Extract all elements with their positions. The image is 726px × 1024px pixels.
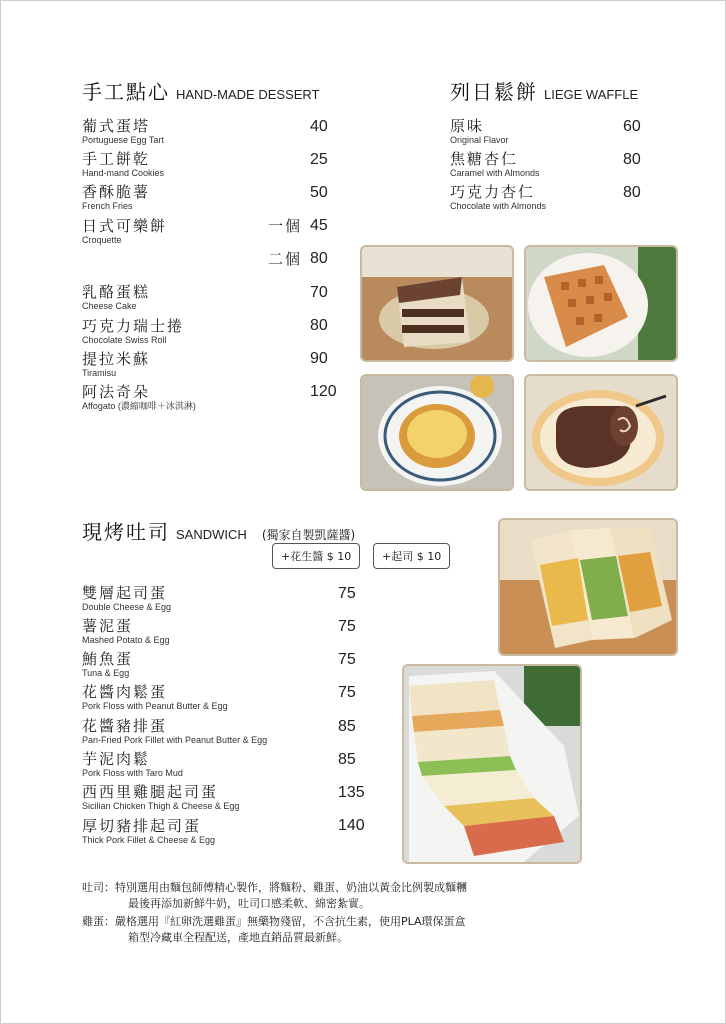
egg-note-label: 雞蛋： [82,915,115,928]
item-price: 135 [338,784,365,801]
sandwich-subtitle: (獨家自製凱薩醬) [261,528,356,542]
egg-note [82,914,642,946]
item-name: 花醬豬排蛋 [82,717,168,735]
item-name: 芋泥肉鬆 [82,750,151,768]
item-english: Original Flavor [450,135,509,145]
item-name: 鮪魚蛋 [82,650,134,668]
addon-peanut-badge: +花生醬 $ 10 [272,543,360,569]
list-item [450,118,509,146]
item-price-two: 80 [310,250,328,267]
egg-tart-photo [360,374,514,491]
list-item [82,318,184,346]
item-english: Croquette [82,235,122,245]
list-item [82,351,150,379]
list-item [450,184,546,212]
toast-note-line2: 最後再添加新鮮牛奶，吐司口感柔軟、綿密紮實。 [128,897,370,910]
item-name: 原味 [450,117,485,135]
item-price: 70 [310,284,328,301]
dessert-title-en: HAND-MADE DESSERT [176,87,320,102]
list-item [82,651,133,679]
toast-note-line1: 特別選用由麵包師傅精心製作，將麵粉、雞蛋、奶油以黃金比例製成麵糰 [115,881,467,894]
addon-cheese-badge: +起司 $ 10 [373,543,450,569]
item-name: 薯泥蛋 [82,617,134,635]
item-english: Sicilian Chicken Thigh & Cheese & Egg [82,801,240,811]
list-item [82,218,167,246]
item-english: Chocolate with Almonds [450,201,547,211]
list-item [82,585,171,613]
item-english: Hand-mand Cookies [82,168,165,178]
item-price: 40 [310,118,328,135]
waffle-photo [524,245,678,362]
item-name: 焦糖杏仁 [450,150,519,168]
toast-note [82,880,642,912]
item-price: 75 [338,618,356,635]
sandwich-title-en: SANDWICH [176,527,247,542]
item-english: Caramel with Almonds [450,168,540,178]
item-english: Tuna & Egg [82,668,130,678]
item-price: 75 [338,684,356,701]
list-item [82,684,228,712]
dessert-heading [82,76,320,105]
item-english: Cheese Cake [82,301,137,311]
item-name: 手工餅乾 [82,150,151,168]
quantity-one: 一個 [268,217,303,235]
item-name: 巧克力杏仁 [450,183,536,201]
egg-note-line1: 嚴格選用『紅卵洗選雞蛋』無藥物殘留，不含抗生素，使用PLA環保蛋盒 [115,915,466,928]
item-price: 80 [623,151,641,168]
item-price: 80 [623,184,641,201]
sandwich-photo-2 [402,664,582,864]
item-price: 120 [310,383,337,400]
list-item [82,384,196,412]
waffle-title-zh: 列日鬆餅 [450,80,538,104]
item-price: 75 [338,585,356,602]
sandwich-photo-1 [498,518,678,656]
list-item [82,618,170,646]
list-item [82,818,215,846]
item-price: 140 [338,817,365,834]
item-price: 75 [338,651,356,668]
list-item [450,151,540,179]
item-name: 乳酪蛋糕 [82,283,151,301]
sandwich-title-zh: 現烤吐司 [82,520,170,544]
list-item [82,184,150,212]
item-english: Affogato (濃縮咖啡＋冰淇淋) [82,401,196,411]
item-english: Portuguese Egg Tart [82,135,164,145]
item-name: 西西里雞腿起司蛋 [82,783,219,801]
list-item [82,151,164,179]
list-item [82,751,183,779]
item-name: 花醬肉鬆蛋 [82,683,168,701]
item-name: 厚切豬排起司蛋 [82,817,202,835]
waffle-title-en: LIEGE WAFFLE [544,87,639,102]
item-price: 45 [310,217,328,234]
item-price: 80 [310,317,328,334]
item-english: Thick Pork Fillet & Cheese & Egg [82,835,216,845]
list-item [82,718,267,746]
egg-note-line2: 箱型冷藏車全程配送，產地直銷品質最新鮮。 [128,931,348,944]
tiramisu-photo [360,245,514,362]
item-name: 阿法奇朵 [82,383,151,401]
item-english: Tiramisu [82,368,117,378]
item-price: 50 [310,184,328,201]
item-english: French Fries [82,201,133,211]
dessert-title-zh: 手工點心 [82,80,170,104]
item-english: Pork Floss with Peanut Butter & Egg [82,701,228,711]
list-item [82,284,150,312]
item-name: 日式可樂餅 [82,217,168,235]
item-english: Pan-Fried Pork Fillet with Peanut Butter & Egg [82,735,268,745]
item-price: 60 [623,118,641,135]
item-english: Pork Floss with Taro Mud [82,768,183,778]
waffle-heading [450,76,638,105]
item-price: 25 [310,151,328,168]
item-name: 香酥脆薯 [82,183,151,201]
item-english: Double Cheese & Egg [82,602,172,612]
item-price: 90 [310,350,328,367]
item-english: Mashed Potato & Egg [82,635,170,645]
item-name: 巧克力瑞士捲 [82,317,185,335]
item-english: Chocolate Swiss Roll [82,335,167,345]
list-item [82,784,239,812]
item-name: 葡式蛋塔 [82,117,151,135]
toast-note-label: 吐司： [82,881,115,894]
list-item [82,118,164,146]
sandwich-heading [82,516,355,545]
item-price: 85 [338,718,356,735]
item-name: 提拉米蘇 [82,350,151,368]
quantity-two: 二個 [268,250,303,268]
swiss-roll-photo [524,374,678,491]
item-name: 雙層起司蛋 [82,584,168,602]
item-price: 85 [338,751,356,768]
